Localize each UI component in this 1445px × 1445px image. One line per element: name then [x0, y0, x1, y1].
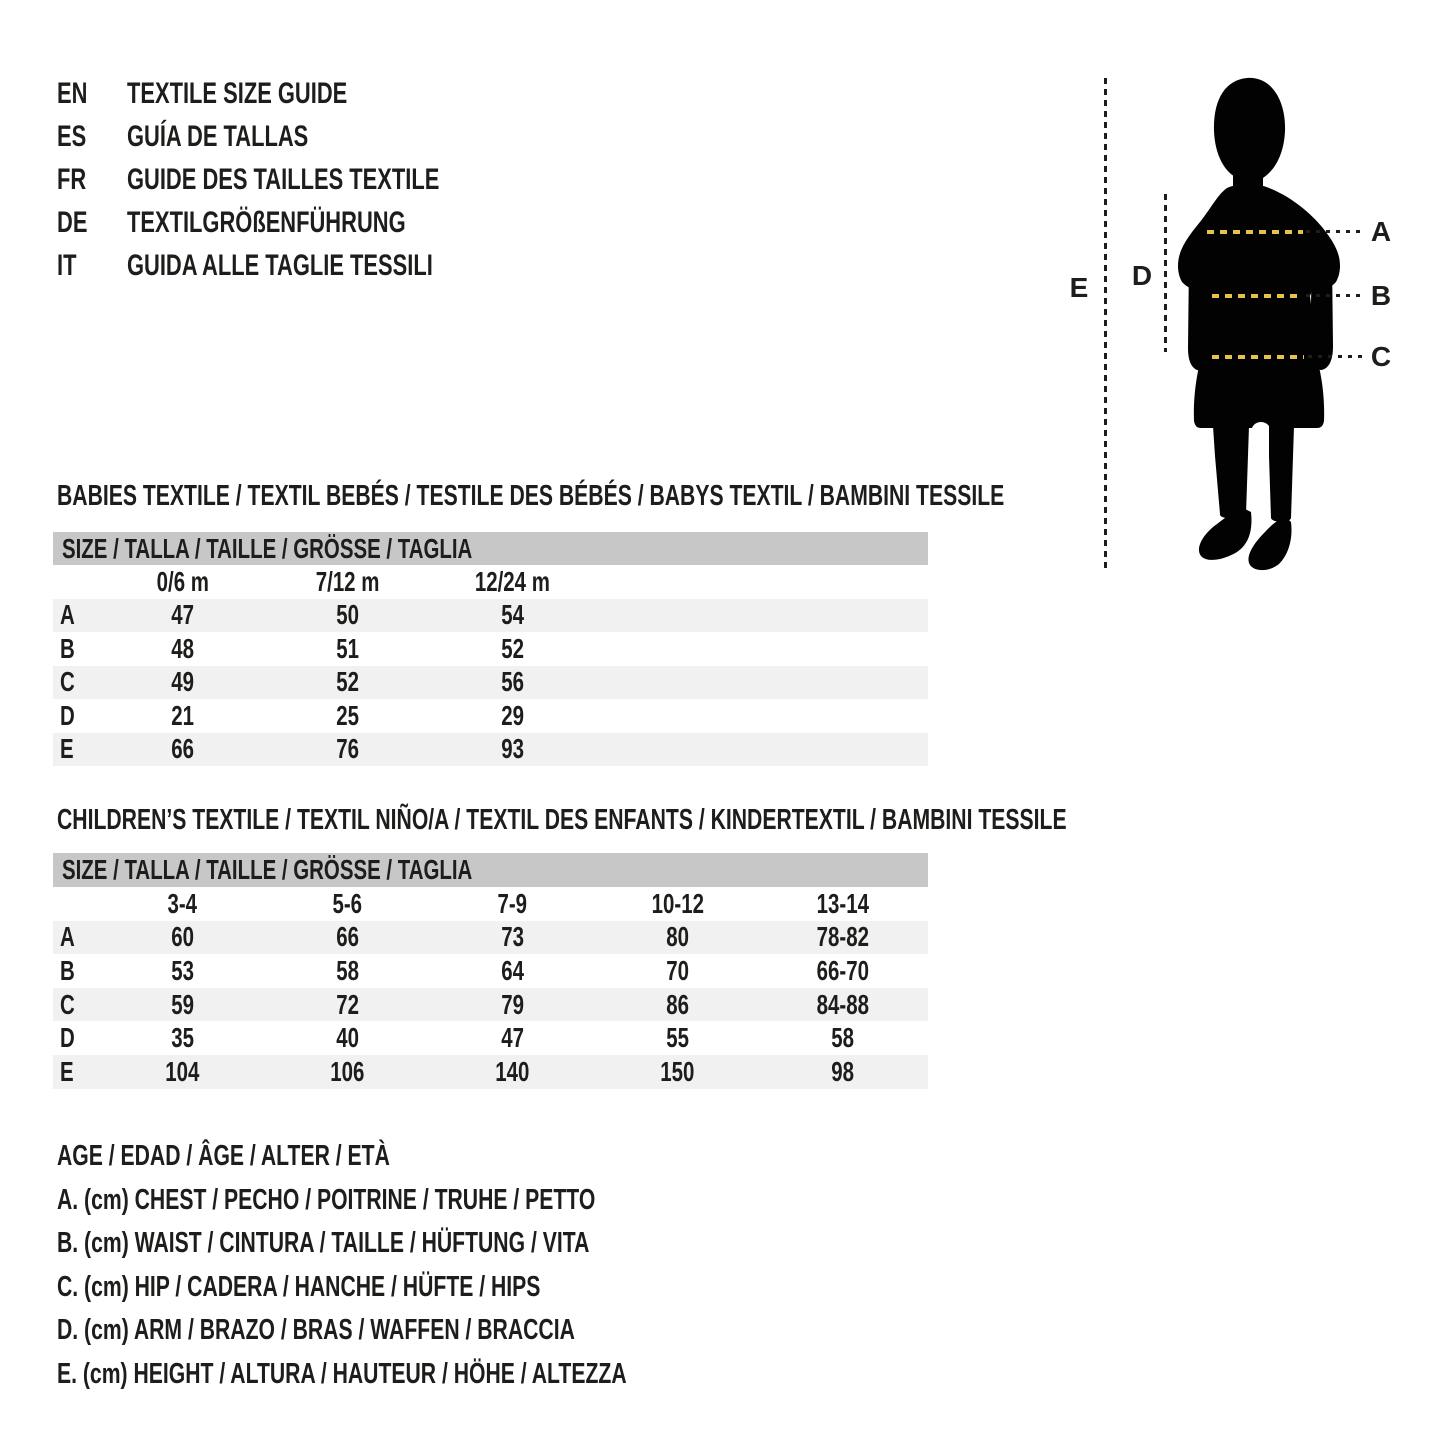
row-label: B: [60, 954, 75, 986]
table-cell: 79: [501, 988, 524, 1020]
table-row: [53, 733, 928, 767]
table-row: [53, 666, 928, 700]
lang-row-it: [57, 244, 555, 287]
row-label: E: [60, 733, 74, 765]
table-cell: 54: [501, 599, 524, 631]
lang-code: IT: [57, 248, 77, 282]
waist-measure-dash: [1212, 294, 1298, 298]
chest-measure-dash: [1207, 230, 1303, 234]
guide-title-en: TEXTILE SIZE GUIDE: [127, 76, 348, 110]
row-label: E: [60, 1055, 74, 1087]
table-cell: 76: [336, 733, 359, 765]
table-cell: 49: [171, 666, 194, 698]
table-cell: 64: [501, 954, 524, 986]
table-cell: 72: [336, 988, 359, 1020]
table-row: [53, 699, 928, 733]
table-cell: 21: [171, 699, 194, 731]
column-header: 13-14: [816, 887, 869, 919]
table-cell: 40: [336, 1022, 359, 1054]
table-row: [53, 921, 928, 955]
hip-leader-line: [1308, 355, 1364, 358]
row-label: A: [60, 599, 75, 631]
table-cell: 106: [330, 1055, 365, 1087]
table-cell: 86: [666, 988, 689, 1020]
lang-code: DE: [57, 205, 88, 239]
table-cell: 58: [336, 954, 359, 986]
table-row: [53, 1055, 928, 1089]
table-cell: 98: [831, 1055, 854, 1087]
table-cell: 84-88: [816, 988, 869, 1020]
table-cell: 140: [495, 1055, 530, 1087]
measure-label-c: C: [1370, 341, 1392, 372]
row-label: C: [60, 666, 75, 698]
language-header: [57, 72, 555, 287]
table-row: [53, 599, 928, 633]
table-cell: 66-70: [816, 954, 869, 986]
legend-waist: B. (cm) WAIST / CINTURA / TAILLE / HÜFTUNG / VITA: [57, 1227, 590, 1260]
table-cell: 47: [171, 599, 194, 631]
column-header: 0/6 m: [156, 565, 209, 597]
table-cell: 56: [501, 666, 524, 698]
table-cell: 66: [336, 921, 359, 953]
table-row: [53, 632, 928, 666]
table-cell: 104: [165, 1055, 200, 1087]
lang-row-de: [57, 201, 555, 244]
table-cell: 35: [171, 1022, 194, 1054]
legend-age: AGE / EDAD / ÂGE / ALTER / ETÀ: [57, 1140, 390, 1173]
guide-title-it: GUIDA ALLE TAGLIE TESSILI: [127, 248, 433, 282]
table-cell: 29: [501, 699, 524, 731]
guide-title-fr: GUIDE DES TAILLES TEXTILE: [127, 162, 440, 196]
table-cell: 52: [501, 632, 524, 664]
column-header: 7/12 m: [315, 565, 380, 597]
table-cell: 93: [501, 733, 524, 765]
table-row: [53, 1021, 928, 1055]
measure-label-d: D: [1131, 260, 1153, 291]
column-header: 5-6: [332, 887, 363, 919]
row-label: D: [60, 1022, 75, 1054]
legend-hip: C. (cm) HIP / CADERA / HANCHE / HÜFTE / HIPS: [57, 1270, 541, 1303]
table-cell: 51: [336, 632, 359, 664]
table-row: [53, 954, 928, 988]
row-label: C: [60, 988, 75, 1020]
row-label: B: [60, 632, 75, 664]
row-label: A: [60, 921, 75, 953]
table-cell: 55: [666, 1022, 689, 1054]
column-header: 7-9: [497, 887, 528, 919]
lang-code: ES: [57, 119, 87, 153]
column-header-row: [53, 887, 928, 921]
table-cell: 50: [336, 599, 359, 631]
table-cell: 80: [666, 921, 689, 953]
table-cell: 73: [501, 921, 524, 953]
table-cell: 66: [171, 733, 194, 765]
legend-chest: A. (cm) CHEST / PECHO / POITRINE / TRUHE / PETTO: [57, 1183, 596, 1216]
table-row: [53, 988, 928, 1022]
table-cell: 150: [660, 1055, 695, 1087]
lang-row-fr: [57, 158, 555, 201]
children-section-title: CHILDREN’S TEXTILE / TEXTIL NIÑO/A / TEXTIL DES ENFANTS / KINDERTEXTIL / BAMBINI TESSILE: [57, 804, 1067, 836]
size-header-bar: SIZE / TALLA / TAILLE / GRÖSSE / TAGLIA: [53, 853, 928, 887]
table-cell: 48: [171, 632, 194, 664]
measure-label-a: A: [1370, 216, 1392, 247]
table-cell: 47: [501, 1022, 524, 1054]
lang-row-es: [57, 115, 555, 158]
row-label: D: [60, 699, 75, 731]
table-cell: 60: [171, 921, 194, 953]
guide-title-de: TEXTILGRÖßENFÜHRUNG: [127, 205, 406, 239]
lang-row-en: [57, 72, 555, 115]
row-label: [53, 566, 100, 598]
table-cell: 53: [171, 954, 194, 986]
table-cell: 78-82: [816, 921, 869, 953]
row-label: [53, 888, 100, 920]
children-size-table: [53, 853, 928, 1089]
lang-code: EN: [57, 76, 88, 110]
measure-label-e: E: [1069, 272, 1089, 303]
table-cell: 59: [171, 988, 194, 1020]
waist-leader-line: [1306, 294, 1364, 297]
table-cell: 70: [666, 954, 689, 986]
chest-leader-line: [1306, 230, 1364, 233]
table-cell: 25: [336, 699, 359, 731]
lang-code: FR: [57, 162, 87, 196]
guide-title-es: GUÍA DE TALLAS: [127, 119, 309, 153]
legend-arm: D. (cm) ARM / BRAZO / BRAS / WAFFEN / BRACCIA: [57, 1314, 575, 1347]
measurement-legend: [57, 1135, 837, 1396]
column-header: 3-4: [167, 887, 198, 919]
legend-height: E. (cm) HEIGHT / ALTURA / HAUTEUR / HÖHE / ALTEZZA: [57, 1357, 627, 1390]
column-header-row: [53, 565, 928, 599]
arm-measure-line: [1164, 194, 1167, 352]
babies-size-table: [53, 532, 928, 766]
measure-label-b: B: [1370, 280, 1392, 311]
hip-measure-dash: [1212, 355, 1304, 359]
size-header-bar: SIZE / TALLA / TAILLE / GRÖSSE / TAGLIA: [53, 532, 928, 565]
table-cell: 58: [831, 1022, 854, 1054]
column-header: 10-12: [651, 887, 704, 919]
column-header: 12/24 m: [474, 565, 551, 597]
babies-section-title: BABIES TEXTILE / TEXTIL BEBÉS / TESTILE DES BÉBÉS / BABYS TEXTIL / BAMBINI TESSILE: [57, 480, 1005, 512]
table-cell: 52: [336, 666, 359, 698]
